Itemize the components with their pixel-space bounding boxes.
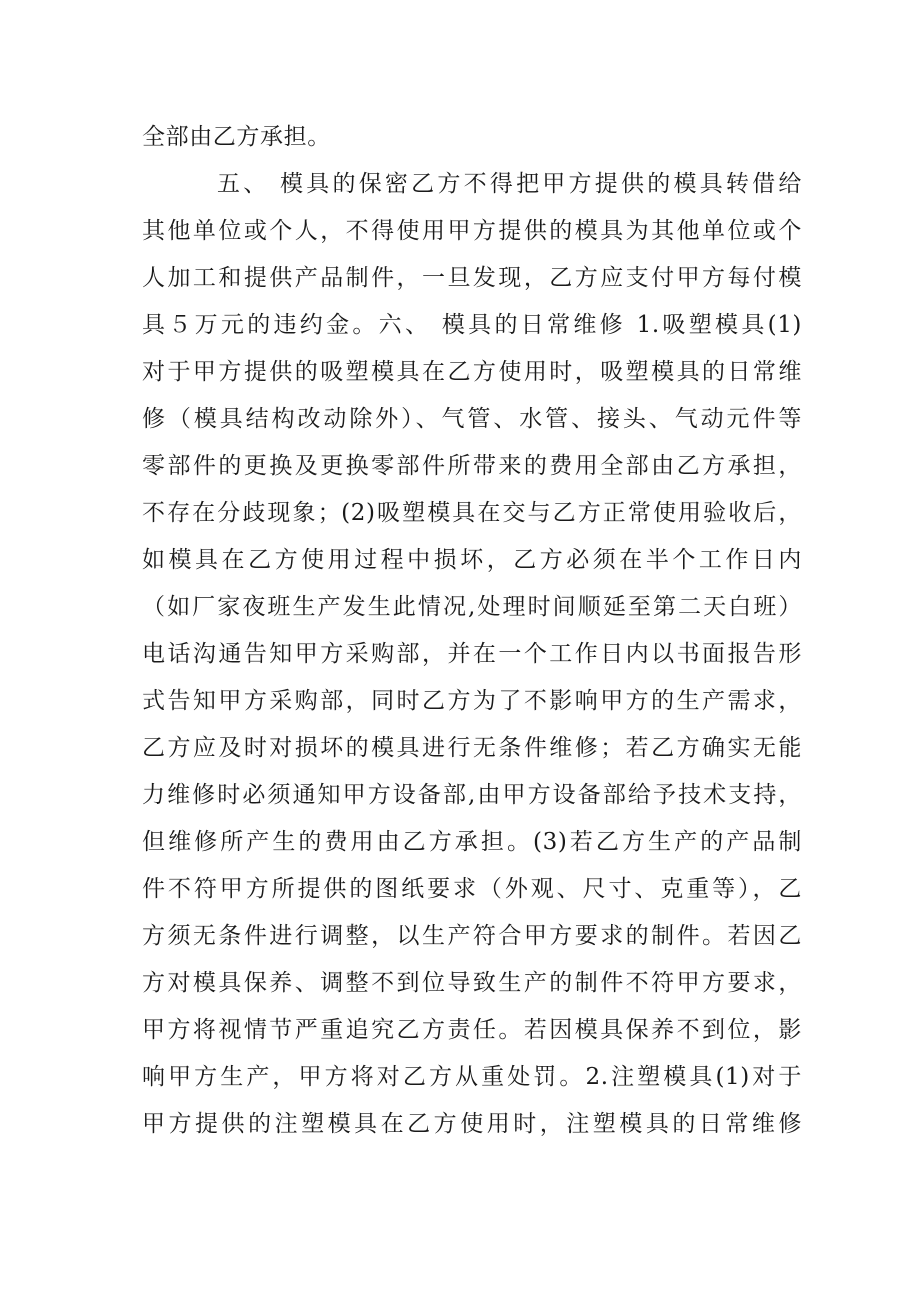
text-line: 电话沟通告知甲方采购部，并在一个工作日内以书面报告形 — [142, 641, 802, 667]
text-line: 其他单位或个人，不得使用甲方提供的模具为其他单位或个 — [142, 218, 802, 244]
text-line: 力维修时必须通知甲方设备部,由甲方设备部给予技术支持， — [142, 782, 802, 808]
text-line: 甲方提供的注塑模具在乙方使用时，注塑模具的日常维修 — [142, 1111, 802, 1137]
text-line: 响甲方生产，甲方将对乙方从重处罚。2.注塑模具(1)对于 — [142, 1064, 802, 1090]
text-line: 方须无条件进行调整，以生产符合甲方要求的制件。若因乙 — [142, 923, 802, 949]
text-line: 方对模具保养、调整不到位导致生产的制件不符甲方要求， — [142, 970, 802, 996]
text-line: 乙方应及时对损坏的模具进行无条件维修；若乙方确实无能 — [142, 735, 802, 761]
text-line: 甲方将视情节严重追究乙方责任。若因模具保养不到位，影 — [142, 1017, 802, 1043]
text-line: 零部件的更换及更换零部件所带来的费用全部由乙方承担， — [142, 453, 802, 479]
text-line: 对于甲方提供的吸塑模具在乙方使用时，吸塑模具的日常维 — [142, 359, 802, 385]
text-line: 全部由乙方承担。 — [142, 124, 331, 150]
body-text — [142, 114, 802, 1148]
text-line: 不存在分歧现象；(2)吸塑模具在交与乙方正常使用验收后， — [142, 500, 802, 526]
text-line: 修（模具结构改动除外）、气管、水管、接头、气动元件等 — [142, 406, 802, 432]
text-line: 人加工和提供产品制件，一旦发现，乙方应支付甲方每付模 — [142, 265, 802, 291]
text-line: 如模具在乙方使用过程中损坏，乙方必须在半个工作日内 — [142, 547, 802, 573]
text-line: （如厂家夜班生产发生此情况,处理时间顺延至第二天白班） — [142, 594, 802, 620]
text-line: 式告知甲方采购部，同时乙方为了不影响甲方的生产需求， — [142, 688, 802, 714]
text-line: 具５万元的违约金。六、 模具的日常维修 1.吸塑模具(1) — [142, 312, 802, 338]
text-line: 件不符甲方所提供的图纸要求（外观、尺寸、克重等），乙 — [142, 876, 802, 902]
text-line: 但维修所产生的费用由乙方承担。(3)若乙方生产的产品制 — [142, 829, 802, 855]
text-line: 五、 模具的保密乙方不得把甲方提供的模具转借给 — [217, 171, 802, 197]
